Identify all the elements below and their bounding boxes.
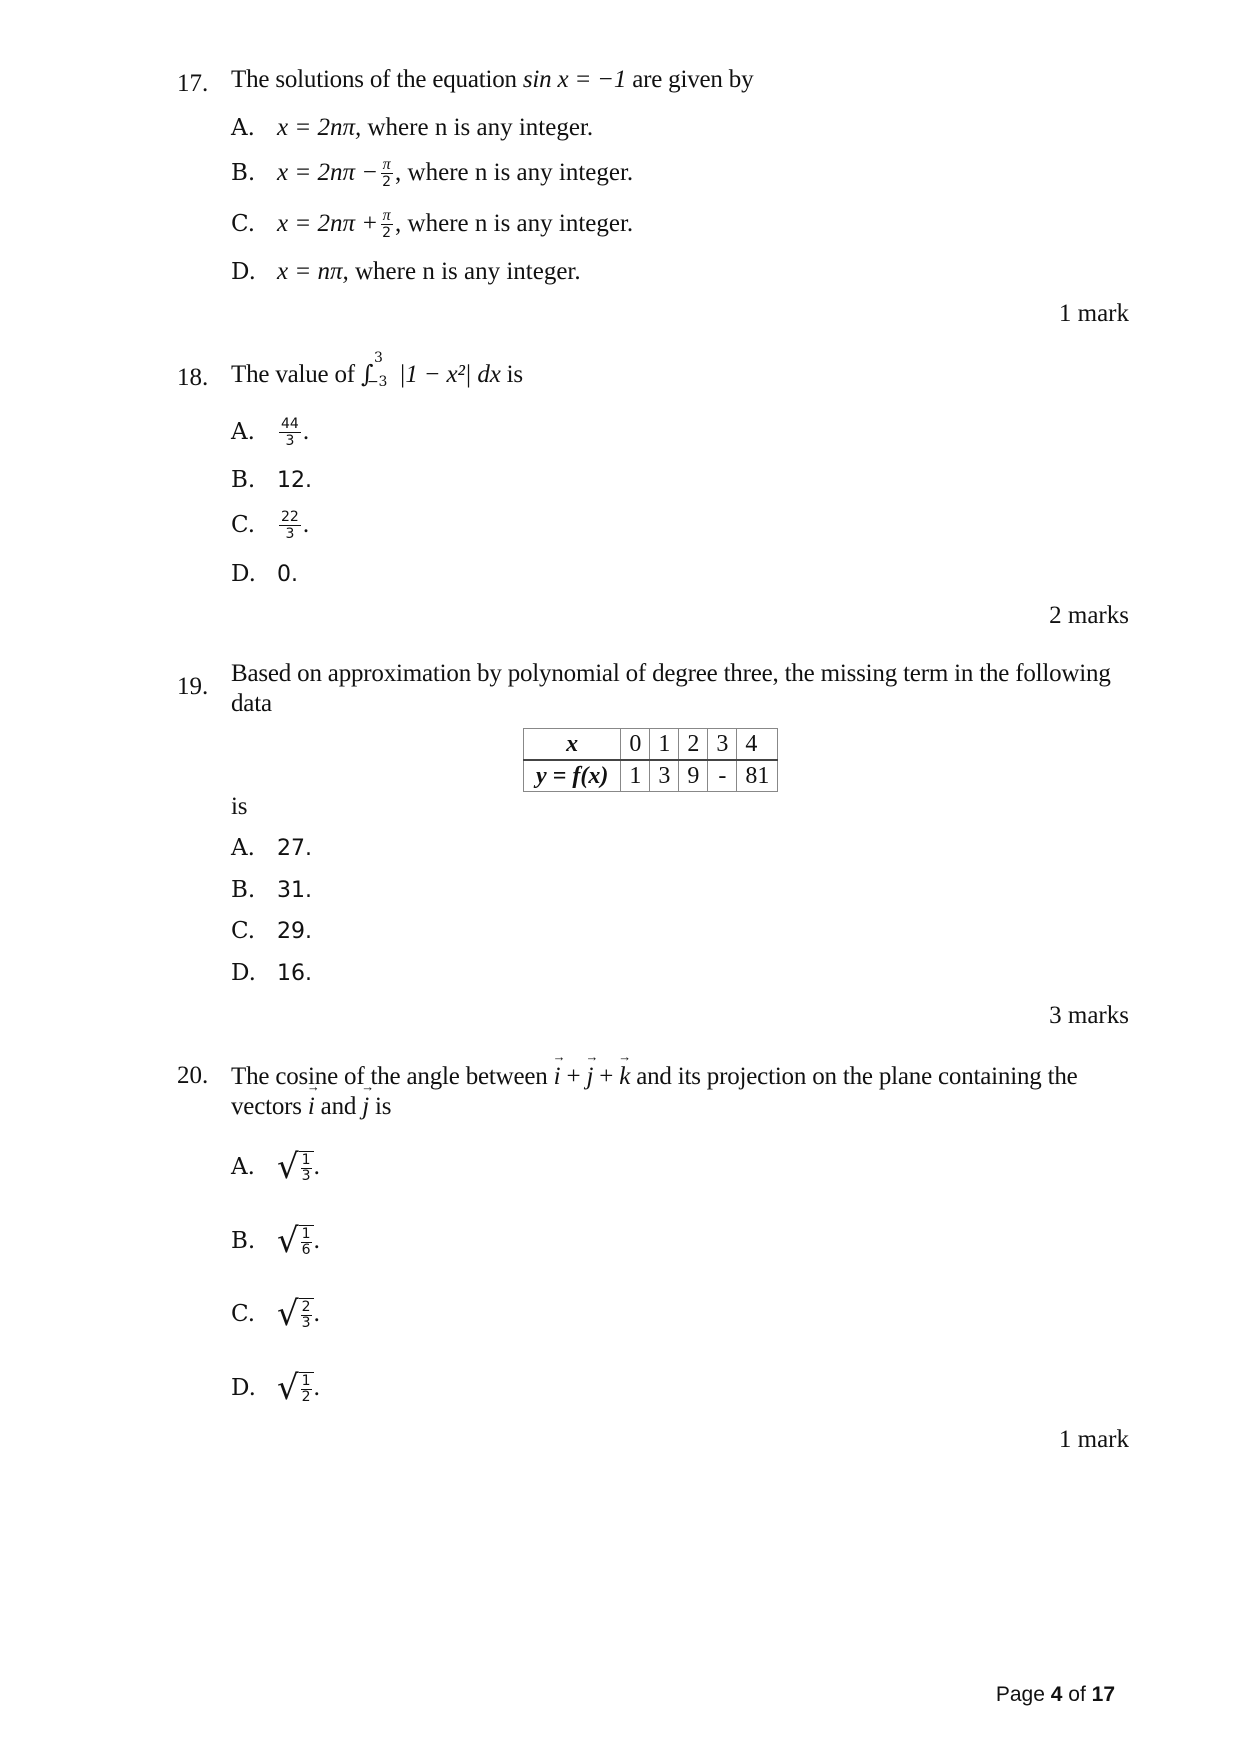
table-cell: 2 [679,729,708,761]
option-d[interactable]: D. x = nπ, where n is any integer. [231,258,581,285]
option-a[interactable]: A. $\frac{44}{3}$ . [231,415,310,449]
table-cell: 3 [650,760,679,792]
option-c[interactable]: C. $\frac{22}{3}$ . [231,508,310,542]
question-stem: The value of ∫ 3 −3 |1 − x²| dx is [231,350,523,390]
question-stem-end: is [231,793,248,820]
integral-sign: ∫ 3 −3 [361,350,388,390]
marks-label: 3 marks [1049,1002,1129,1029]
option-b[interactable]: B. x = 2nπ − $\frac{\pi}{2}$ , where n is any integer. [231,155,634,190]
marks-label: 1 mark [1058,300,1129,327]
total-pages: 17 [1091,1683,1115,1706]
question-stem-continued: vectors → i and → j is [231,1093,391,1121]
question-stem-continued: data [231,690,272,717]
vector-j: → j [362,1093,369,1121]
option-b[interactable]: B. 12. [231,467,312,493]
table-cell: 1 [621,760,650,792]
question-number: 17. [177,70,209,97]
option-a[interactable]: A. √ 1 3 . [231,1147,320,1187]
vector-i: → i [554,1063,561,1091]
square-root: √ 1 6 [277,1224,314,1258]
marks-label: 2 marks [1049,602,1129,629]
table-header: y = f(x) [524,760,621,792]
square-root: √ 1 3 [277,1150,314,1184]
option-b[interactable]: B. 31. [231,877,312,903]
table-cell: 81 [737,760,778,792]
option-a[interactable]: A. x = 2nπ, where n is any integer. [231,114,594,141]
question-stem: Based on approximation by polynomial of degree three, the missing term in the following [231,660,1111,687]
vector-k: → k [619,1063,630,1091]
data-table [523,728,778,792]
option-d[interactable]: D. √ 1 2 . [231,1368,320,1408]
fraction: $\frac{22}{3}$ [281,508,299,542]
table-cell: - [708,760,737,792]
table-row [524,729,778,761]
question-stem: The solutions of the equation sin x = −1 are given by [231,66,754,93]
option-d[interactable]: D. 0. [231,561,298,587]
marks-label: 1 mark [1058,1426,1129,1453]
option-c[interactable]: C. x = 2nπ + $\frac{\pi}{2}$ , where n is any integer. [231,206,634,241]
option-d[interactable]: D. 16. [231,960,312,986]
option-c[interactable]: C. 29. [231,918,312,944]
table-row [524,760,778,792]
question-stem: The cosine of the angle between → i + → j + → k and its projection on the plane containing the [231,1063,1078,1091]
option-b[interactable]: B. √ 1 6 . [231,1221,320,1261]
vector-j: → j [586,1063,593,1091]
table-cell: 3 [708,729,737,761]
fraction: $\frac{\pi}{2}$ [382,206,392,241]
question-number: 20. [177,1062,209,1089]
table-cell: 9 [679,760,708,792]
page-footer: Page 4 of 17 [995,1683,1115,1706]
current-page: 4 [1050,1683,1063,1706]
fraction: $\frac{\pi}{2}$ [382,155,392,190]
option-a[interactable]: A. 27. [231,835,312,861]
option-c[interactable]: C. √ 2 3 . [231,1294,320,1334]
table-header: x [524,729,621,761]
square-root: √ 1 2 [277,1371,314,1405]
table-cell: 4 [737,729,778,761]
table-cell: 0 [621,729,650,761]
question-number: 18. [177,364,209,391]
fraction: $\frac{44}{3}$ [281,415,299,449]
table-cell: 1 [650,729,679,761]
question-number: 19. [177,673,209,700]
vector-i: → i [308,1093,315,1121]
square-root: √ 2 3 [277,1297,314,1331]
